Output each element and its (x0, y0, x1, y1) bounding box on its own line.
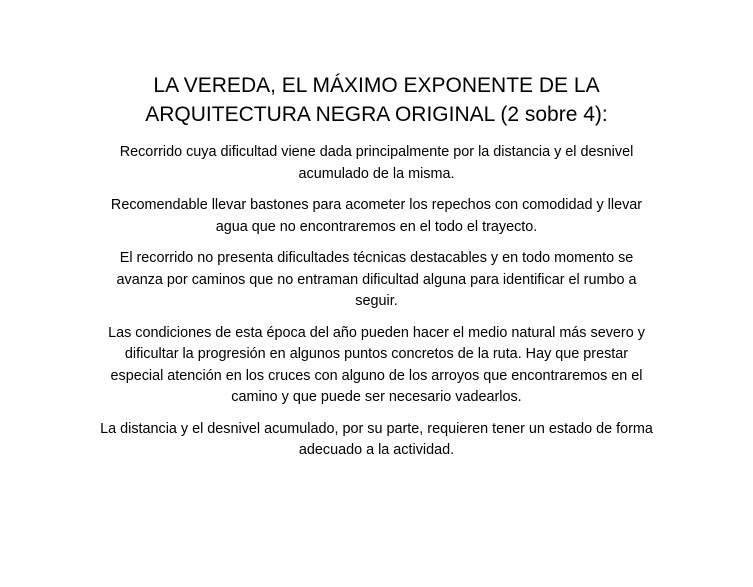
paragraph-line: Recorrido cuya dificultad viene dada principalmente por la distancia y el desnivel (119, 144, 634, 160)
paragraph-line: adecuado a la actividad. (298, 442, 455, 458)
paragraph-line: Recomendable llevar bastones para acometer los repechos con comodidad y llevar (110, 197, 643, 213)
document-body (80, 142, 673, 472)
title-line-1: LA VEREDA, EL MÁXIMO EXPONENTE DE LA (153, 74, 600, 97)
paragraph-fitness (80, 419, 673, 462)
paragraph-difficulty (80, 142, 673, 185)
paragraph-line: La distancia y el desnivel acumulado, por su parte, requieren tener un estado de forma (100, 420, 653, 437)
paragraph-conditions (80, 323, 673, 409)
paragraph-line: acumulado de la misma. (298, 165, 455, 182)
paragraph-line: agua que no encontraremos en el todo el trayecto. (215, 218, 538, 235)
paragraph-line: seguir. (355, 293, 398, 309)
paragraph-line: camino y que puede ser necesario vadearlos. (231, 389, 522, 405)
document-title (60, 71, 693, 129)
title-line-2: ARQUITECTURA NEGRA ORIGINAL (2 sobre 4): (145, 103, 608, 126)
paragraph-recommendation (80, 195, 673, 238)
paragraph-line: Las condiciones de esta época del año pueden hacer el medio natural más severo y (108, 324, 645, 341)
paragraph-line: El recorrido no presenta dificultades técnicas destacables y en todo momento se (119, 250, 634, 266)
paragraph-technical (80, 248, 673, 313)
paragraph-line: dificultar la progresión en algunos puntos concretos de la ruta. Hay que prestar (124, 346, 629, 362)
paragraph-line: especial atención en los cruces con alguno de los arroyos que encontraremos en el (110, 367, 643, 384)
paragraph-line: avanza por caminos que no entraman dificultad alguna para identificar el rumbo a (116, 271, 637, 288)
